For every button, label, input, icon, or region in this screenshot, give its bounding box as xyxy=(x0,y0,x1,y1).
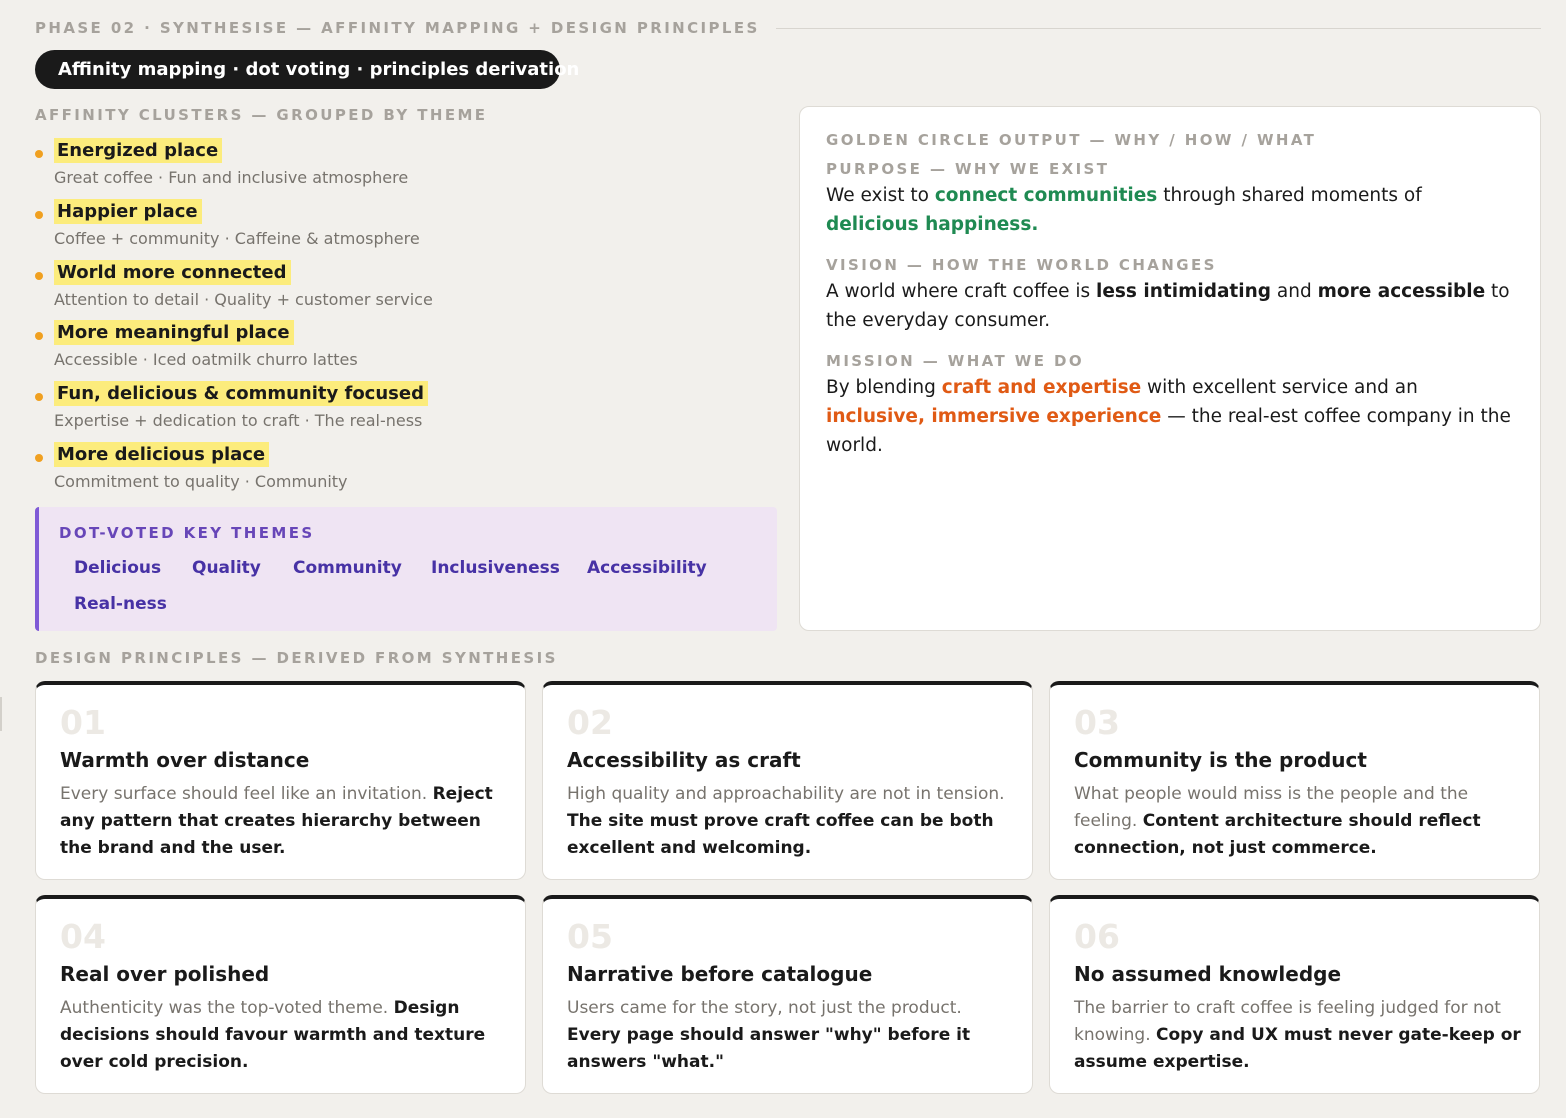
bullet-dot-icon xyxy=(35,454,43,462)
mission-label: MISSION — WHAT WE DO xyxy=(826,352,1084,370)
header-divider xyxy=(776,28,1541,29)
principle-card xyxy=(542,895,1033,1094)
principle-body: The barrier to craft coffee is feeling judged for not knowing. Copy and UX must never gate-keep or assume expertise. xyxy=(1074,998,1521,1072)
theme-tag: Quality xyxy=(192,558,261,578)
cluster-subtitle: Coffee + community · Caffeine & atmosphere xyxy=(54,229,420,248)
bullet-dot-icon xyxy=(35,150,43,158)
principle-title: Narrative before catalogue xyxy=(567,962,873,986)
principle-body: Users came for the story, not just the product. Every page should answer "why" before it answers "what." xyxy=(567,998,971,1072)
theme-tag: Inclusiveness xyxy=(431,558,560,578)
key-themes-panel xyxy=(35,507,777,631)
cluster-title: Happier place xyxy=(54,199,202,224)
theme-tag: Community xyxy=(293,558,402,578)
principle-card xyxy=(542,681,1033,880)
mission-text: By blending craft and expertise with excellent service and an inclusive, immersive experience — the real-est coffee company in the world. xyxy=(826,377,1511,456)
methods-pill: Affinity mapping · dot voting · principles derivation xyxy=(35,50,560,89)
vision-label: VISION — HOW THE WORLD CHANGES xyxy=(826,256,1217,274)
principle-number: 03 xyxy=(1074,703,1120,742)
cluster-title: More delicious place xyxy=(54,442,269,467)
vision-text: A world where craft coffee is less intimidating and more accessible to the everyday consumer. xyxy=(826,281,1510,331)
principle-title: Real over polished xyxy=(60,962,270,986)
bullet-dot-icon xyxy=(35,393,43,401)
theme-tag: Delicious xyxy=(74,558,162,578)
principle-body: High quality and approachability are not in tension. The site must prove craft coffee can be both excellent and welcoming. xyxy=(567,784,1005,858)
cluster-subtitle: Commitment to quality · Community xyxy=(54,472,348,491)
principle-title: Accessibility as craft xyxy=(567,748,801,772)
bullet-dot-icon xyxy=(35,211,43,219)
principle-number: 01 xyxy=(60,703,106,742)
principle-number: 04 xyxy=(60,917,106,956)
cluster-title: Fun, delicious & community focused xyxy=(54,381,428,406)
phase-header xyxy=(35,18,1541,38)
purpose-label: PURPOSE — WHY WE EXIST xyxy=(826,160,1110,178)
principle-title: Community is the product xyxy=(1074,748,1367,772)
principle-body: Authenticity was the top-voted theme. Design decisions should favour warmth and texture over cold precision. xyxy=(60,998,486,1072)
bullet-dot-icon xyxy=(35,332,43,340)
key-themes-label: DOT-VOTED KEY THEMES xyxy=(59,524,315,542)
cluster-subtitle: Expertise + dedication to craft · The real-ness xyxy=(54,411,423,430)
bullet-dot-icon xyxy=(35,272,43,280)
cluster-subtitle: Accessible · Iced oatmilk churro lattes xyxy=(54,350,358,369)
cluster-title: World more connected xyxy=(54,260,291,285)
principle-title: No assumed knowledge xyxy=(1074,962,1342,986)
purpose-text: We exist to connect communities through shared moments of delicious happiness. xyxy=(826,185,1422,235)
principle-card xyxy=(1049,681,1540,880)
principle-card xyxy=(35,681,526,880)
cluster-subtitle: Great coffee · Fun and inclusive atmosphere xyxy=(54,168,409,187)
principle-body: What people would miss is the people and the feeling. Content architecture should reflect connection, not just commerce. xyxy=(1074,784,1481,858)
principle-body: Every surface should feel like an invitation. Reject any pattern that creates hierarchy between the brand and the user. xyxy=(60,784,493,858)
principle-number: 02 xyxy=(567,703,613,742)
edge-tick xyxy=(0,697,2,731)
cluster-title: More meaningful place xyxy=(54,320,294,345)
golden-circle-card xyxy=(799,106,1541,631)
theme-tag: Accessibility xyxy=(587,558,707,578)
principle-card xyxy=(1049,895,1540,1094)
theme-tag: Real-ness xyxy=(74,594,167,614)
golden-circle-label: GOLDEN CIRCLE OUTPUT — WHY / HOW / WHAT xyxy=(826,131,1317,149)
principle-title: Warmth over distance xyxy=(60,748,310,772)
clusters-label: AFFINITY CLUSTERS — GROUPED BY THEME xyxy=(35,106,488,124)
principles-label: DESIGN PRINCIPLES — DERIVED FROM SYNTHESIS xyxy=(35,649,558,667)
principle-number: 06 xyxy=(1074,917,1120,956)
cluster-subtitle: Attention to detail · Quality + customer service xyxy=(54,290,433,309)
principle-number: 05 xyxy=(567,917,613,956)
principle-card xyxy=(35,895,526,1094)
cluster-title: Energized place xyxy=(54,138,222,163)
phase-eyebrow: PHASE 02 · SYNTHESISE — AFFINITY MAPPING + DESIGN PRINCIPLES xyxy=(35,19,760,37)
